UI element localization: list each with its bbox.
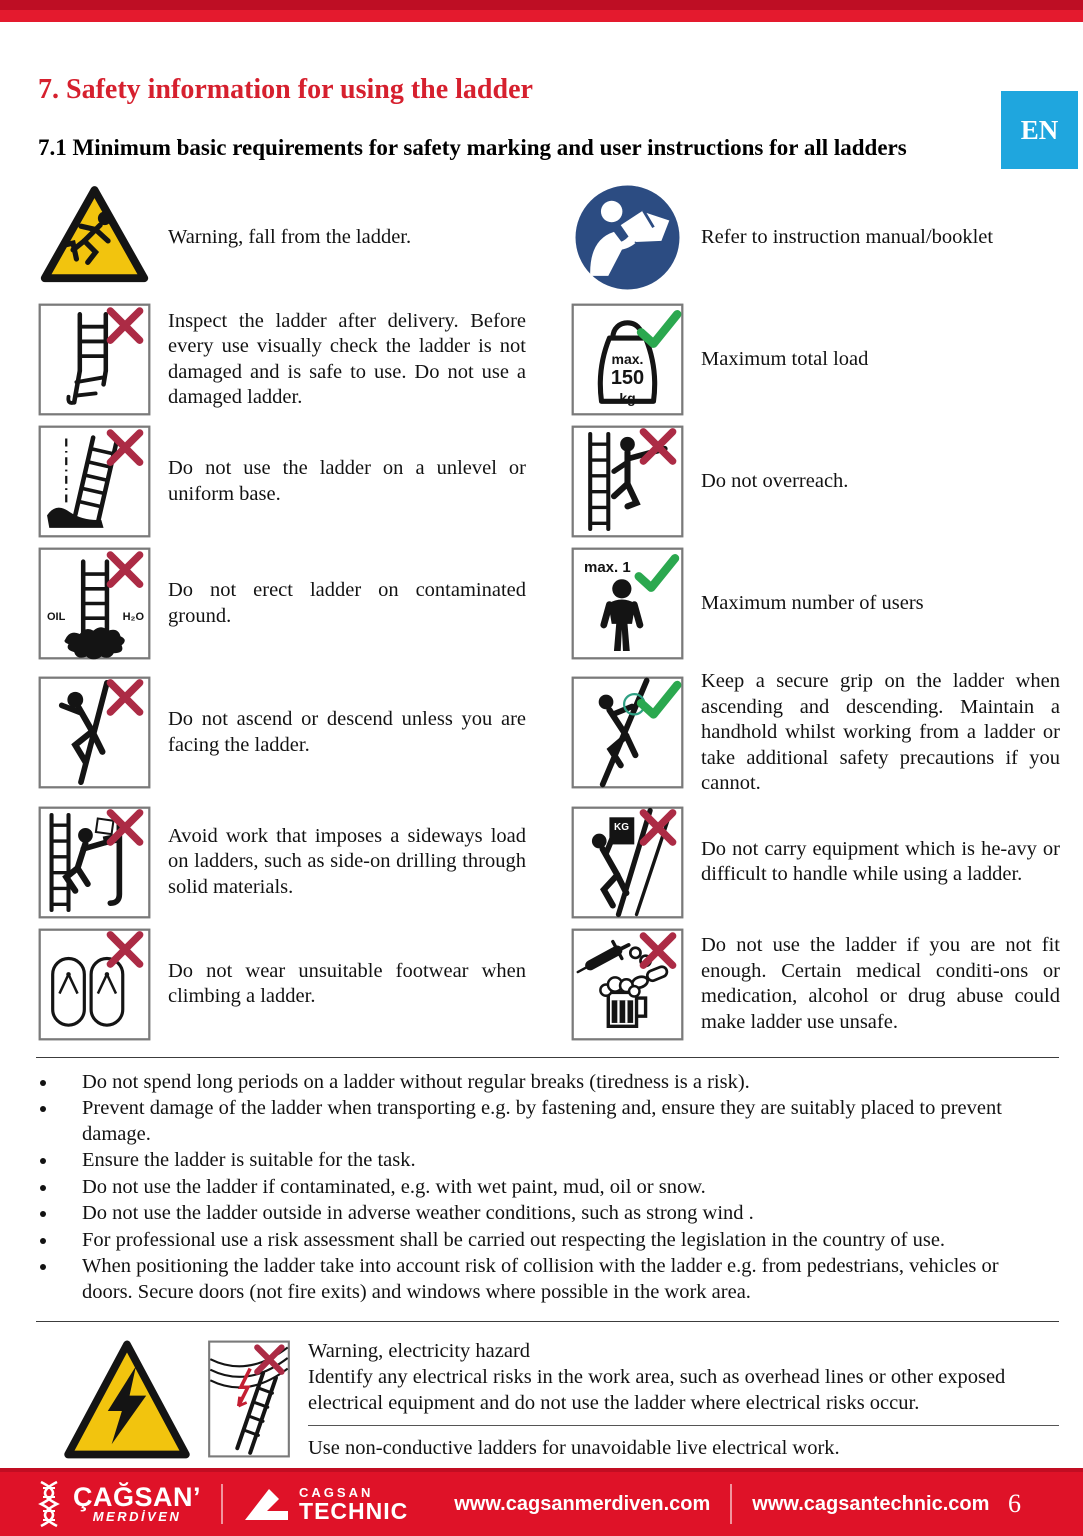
safety-item bbox=[38, 928, 571, 1041]
safety-note: • Ensure the ladder is suitable for the task. bbox=[58, 1148, 1053, 1174]
pictogram-label: max. 1 bbox=[584, 559, 631, 576]
cagsan-technic-logo bbox=[243, 1486, 408, 1522]
max-users-icon bbox=[571, 547, 684, 660]
instruction-manual-icon bbox=[571, 181, 684, 294]
safety-item bbox=[38, 669, 571, 797]
safety-note: • Do not spend long periods on a ladder without regular breaks (tiredness is a risk). bbox=[58, 1070, 1053, 1096]
sideways-load-icon bbox=[38, 806, 151, 919]
footer-url-merdiven[interactable]: www.cagsanmerdiven.com bbox=[454, 1492, 711, 1515]
safety-item-text: Do not erect ladder on contaminated ground. bbox=[168, 579, 526, 627]
pictogram-svg bbox=[38, 928, 151, 1041]
fitness-icon bbox=[571, 928, 684, 1041]
safety-item-text: Maximum total load bbox=[701, 347, 869, 370]
safety-item-text: Do not use the ladder on a unlevel or uniform base. bbox=[168, 457, 526, 505]
safety-item-text: Do not wear unsuitable footwear when climbing a ladder. bbox=[168, 959, 526, 1007]
safety-item bbox=[571, 425, 1060, 538]
safety-item-text: Keep a secure grip on the ladder when ascending and descending. Maintain a handhold whilst working from a ladder or take additional safety precautions if you cannot. bbox=[701, 670, 1060, 794]
safety-item bbox=[38, 425, 571, 538]
safety-item bbox=[571, 303, 1060, 416]
overreach-icon bbox=[571, 425, 684, 538]
safety-items-grid bbox=[38, 181, 1060, 1041]
brand2-bottom: TECHNIC bbox=[299, 1498, 409, 1524]
safety-item bbox=[38, 806, 571, 919]
safety-item-text: Maximum number of users bbox=[701, 591, 924, 614]
safety-item-text: Do not overreach. bbox=[701, 469, 849, 492]
unsuitable-footwear-icon bbox=[38, 928, 151, 1041]
pictogram-svg bbox=[38, 425, 151, 538]
pictogram-svg bbox=[38, 181, 151, 294]
divider bbox=[36, 1321, 1059, 1322]
language-badge-label: EN bbox=[1020, 114, 1059, 145]
divider bbox=[36, 1057, 1059, 1058]
footer-bar bbox=[0, 1468, 1083, 1536]
pictogram-label: 150 bbox=[610, 367, 645, 389]
page-number: 6 bbox=[1008, 1489, 1021, 1518]
pictogram-label: H₂O bbox=[122, 611, 144, 623]
facing-ladder-icon bbox=[38, 676, 151, 789]
safety-note: • Do not use the ladder if contaminated, e.g. with wet paint, mud, oil or snow. bbox=[58, 1175, 1053, 1201]
electricity-warning-title: Warning, electricity hazard bbox=[308, 1340, 531, 1362]
electricity-warning-section bbox=[56, 1338, 1059, 1466]
pictogram-label: max. bbox=[611, 351, 644, 367]
cagsan-merdiven-logo bbox=[34, 1480, 201, 1528]
safety-item-text: Avoid work that imposes a sideways load on ladders, such as side-on drilling through solid materials. bbox=[168, 824, 526, 898]
safety-item-text: Do not ascend or descend unless you are facing the ladder. bbox=[168, 708, 526, 756]
safety-item bbox=[571, 928, 1060, 1041]
pictogram-svg bbox=[571, 425, 684, 538]
safety-item-text: Inspect the ladder after delivery. Before every use visually check the ladder is not damaged and is safe to use. Do not use a damaged ladder. bbox=[168, 309, 526, 408]
footer-divider bbox=[221, 1484, 223, 1524]
secure-grip-icon bbox=[571, 676, 684, 789]
safety-item bbox=[571, 181, 1060, 294]
pictogram-svg bbox=[38, 676, 151, 789]
safety-item bbox=[571, 806, 1060, 919]
pictogram-label: OIL bbox=[47, 611, 66, 623]
pictogram-label: kg bbox=[619, 390, 636, 406]
safety-item bbox=[571, 669, 1060, 797]
brand2-top: CAGSAN bbox=[299, 1485, 374, 1500]
brand-subname: MERDİVEN bbox=[92, 1509, 182, 1524]
safety-note: • When positioning the ladder take into account risk of collision with the ladder e.g. from pedestrians, vehicles or doors. Secure doors (not fire exits) and windows where possible in the work area. bbox=[58, 1254, 1053, 1305]
pictogram-svg bbox=[571, 928, 684, 1041]
max-load-icon bbox=[571, 303, 684, 416]
safety-item bbox=[38, 303, 571, 416]
electricity-warning-text bbox=[308, 1338, 1059, 1461]
safety-item bbox=[38, 181, 571, 294]
language-badge bbox=[1001, 91, 1078, 169]
safety-notes-list bbox=[40, 1070, 1053, 1306]
safety-item-text: Refer to instruction manual/booklet bbox=[701, 225, 994, 248]
pictogram-svg bbox=[38, 806, 151, 919]
section-subtitle: 7.1 Minimum basic requirements for safety marking and user instructions for all ladders bbox=[38, 135, 907, 160]
electricity-warning-icon bbox=[56, 1338, 198, 1466]
safety-item bbox=[571, 547, 1060, 660]
damaged-ladder-icon bbox=[38, 303, 151, 416]
unlevel-base-icon bbox=[38, 425, 151, 538]
pictogram-svg bbox=[38, 303, 151, 416]
safety-item-text: Do not use the ladder if you are not fit enough. Certain medical conditi-ons or medication, alcohol or drug abuse could make ladder use unsafe. bbox=[701, 934, 1060, 1033]
power-line-hazard-icon bbox=[208, 1340, 290, 1458]
brand-name: ÇAĞSAN’ bbox=[73, 1482, 202, 1512]
divider bbox=[308, 1425, 1059, 1426]
warning-fall-icon bbox=[38, 181, 151, 294]
pictogram-svg bbox=[571, 676, 684, 789]
safety-item bbox=[38, 547, 571, 660]
safety-note: • Do not use the ladder outside in adverse weather conditions, such as strong wind . bbox=[58, 1201, 1053, 1227]
contaminated-ground-icon bbox=[38, 547, 151, 660]
safety-note: • Prevent damage of the ladder when transporting e.g. by fastening and, ensure they are suitably placed to prevent damage. bbox=[58, 1096, 1053, 1147]
safety-item-text: Warning, fall from the ladder. bbox=[168, 225, 412, 248]
electricity-warning-body: Identify any electrical risks in the work area, such as overhead lines or other exposed electrical equipment and do not use the ladder where electrical risks occur. bbox=[308, 1366, 1006, 1414]
electricity-warning-note: Use non-conductive ladders for unavoidable live electrical work. bbox=[308, 1437, 840, 1459]
pictogram-svg bbox=[571, 181, 684, 294]
top-red-bar bbox=[0, 0, 1083, 22]
dna-ladder-icon bbox=[34, 1480, 64, 1528]
safety-item-text: Do not carry equipment which is he-avy or difficult to handle while using a ladder. bbox=[701, 837, 1060, 885]
footer-divider bbox=[730, 1484, 732, 1524]
footer-url-technic[interactable]: www.cagsantechnic.com bbox=[752, 1492, 990, 1515]
carry-equipment-icon bbox=[571, 806, 684, 919]
pictogram-label: KG bbox=[614, 821, 629, 833]
pictogram-svg bbox=[38, 547, 151, 660]
ct-mark-icon bbox=[243, 1487, 289, 1521]
safety-note: • For professional use a risk assessment shall be carried out respecting the legislation in the country of use. bbox=[58, 1228, 1053, 1254]
page-title: 7. Safety information for using the ladder bbox=[38, 74, 533, 105]
